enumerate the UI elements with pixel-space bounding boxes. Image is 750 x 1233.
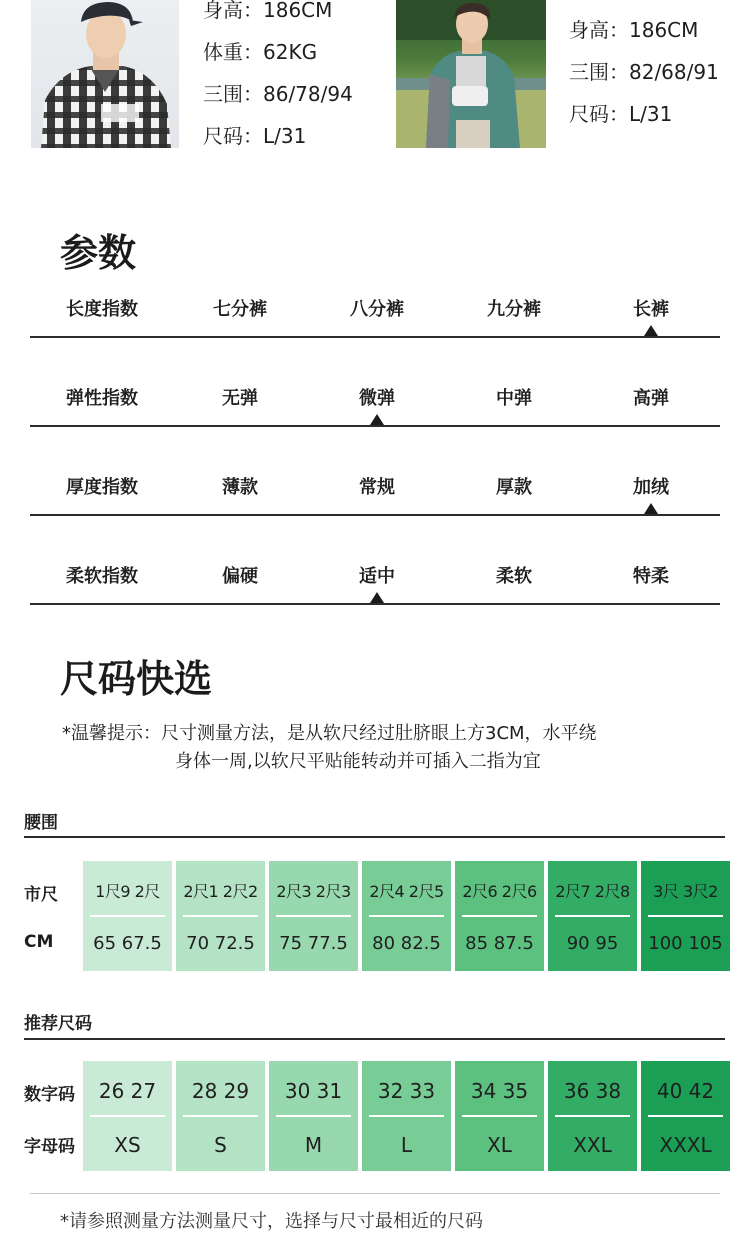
param-row-label: 柔软指数 [66, 566, 138, 587]
size-cell-top: 2尺7 2尺8 [555, 882, 630, 901]
waist-row-label-shichi: 市尺 [24, 885, 58, 905]
size-cell-top: 28 29 [191, 1079, 250, 1103]
param-row-label: 长度指数 [66, 299, 138, 320]
stat-measurements: 三围：82/68/91 [569, 60, 719, 84]
size-cell-bottom: 70 72.5 [186, 933, 255, 954]
selected-marker-icon [644, 503, 658, 514]
size-cell [362, 1061, 451, 1171]
size-cell-divider [648, 1115, 723, 1117]
size-cell-divider [183, 1115, 258, 1117]
param-option: 九分裤 [487, 299, 541, 320]
size-cell-bottom: XXXL [659, 1133, 712, 1157]
size-cell [176, 1061, 265, 1171]
model-photo-2 [396, 0, 546, 148]
param-row [30, 562, 720, 592]
size-cell [641, 861, 730, 971]
size-cell-top: 34 35 [470, 1079, 529, 1103]
size-cell-divider [462, 1115, 537, 1117]
param-option: 无弹 [222, 388, 258, 409]
size-cell-divider [369, 1115, 444, 1117]
size-cell-divider [555, 1115, 630, 1117]
size-cell-top: 30 31 [284, 1079, 343, 1103]
param-row [30, 295, 720, 325]
size-cell-top: 36 38 [563, 1079, 622, 1103]
size-cell-top: 40 42 [656, 1079, 715, 1103]
size-cell-divider [90, 1115, 165, 1117]
size-cell-bottom: XXL [573, 1133, 612, 1157]
tip-line-1: *温馨提示：尺寸测量方法，是从软尺经过肚脐眼上方3CM，水平绕 [62, 723, 597, 744]
size-cell-divider [369, 915, 444, 917]
model-illustration-2 [396, 0, 546, 148]
size-cell [362, 861, 451, 971]
param-option: 厚款 [496, 477, 532, 498]
size-cell [176, 861, 265, 971]
param-option: 长裤 [633, 299, 669, 320]
param-option: 偏硬 [222, 566, 258, 587]
waist-label: 腰围 [24, 813, 58, 833]
size-cell-top: 32 33 [377, 1079, 436, 1103]
size-cell-top: 2尺4 2尺5 [369, 882, 444, 901]
size-cell-bottom: M [304, 1133, 323, 1157]
param-row-rule [30, 425, 720, 427]
waist-divider [24, 836, 725, 838]
stat-height: 身高：186CM [203, 0, 333, 22]
size-cell [548, 1061, 637, 1171]
param-row [30, 384, 720, 414]
param-option: 柔软 [496, 566, 532, 587]
params-title: 参数 [60, 231, 137, 275]
size-cell-bottom: L [400, 1133, 413, 1157]
waist-size-grid [83, 861, 730, 971]
param-row-rule [30, 336, 720, 338]
size-cell-top: 3尺 3尺2 [653, 882, 718, 901]
stat-measurements: 三围：86/78/94 [203, 82, 353, 106]
param-option: 常规 [359, 477, 395, 498]
param-option: 八分裤 [350, 299, 404, 320]
recommend-size-grid [83, 1061, 730, 1171]
param-row [30, 473, 720, 503]
size-cell-divider [648, 915, 723, 917]
model-1-stats [203, 0, 353, 157]
size-cell-divider [555, 915, 630, 917]
param-option: 七分裤 [213, 299, 267, 320]
size-cell-bottom: S [214, 1133, 227, 1157]
param-option: 加绒 [633, 477, 669, 498]
stat-weight: 体重：62KG [203, 40, 318, 64]
size-cell [269, 1061, 358, 1171]
size-cell-divider [462, 915, 537, 917]
size-cell [455, 1061, 544, 1171]
selected-marker-icon [370, 592, 384, 603]
size-cell-bottom: 100 105 [648, 933, 723, 954]
param-row-label: 弹性指数 [66, 388, 138, 409]
size-cell-top: 26 27 [98, 1079, 157, 1103]
recommend-row-label-letter: 字母码 [24, 1137, 75, 1157]
size-cell-divider [276, 1115, 351, 1117]
size-cell-bottom: 65 67.5 [93, 933, 162, 954]
size-cell-top: 2尺3 2尺3 [276, 882, 351, 901]
param-option: 薄款 [222, 477, 258, 498]
size-cell [641, 1061, 730, 1171]
param-option: 特柔 [633, 566, 669, 587]
size-cell-divider [276, 915, 351, 917]
stat-height: 身高：186CM [569, 18, 699, 42]
param-row-rule [30, 514, 720, 516]
measurement-tip [62, 720, 597, 776]
model-photo-1 [31, 0, 179, 148]
size-cell-bottom: 90 95 [566, 933, 619, 954]
param-option: 高弹 [633, 388, 669, 409]
size-cell-bottom: 85 87.5 [465, 933, 534, 954]
model-illustration-1 [31, 0, 179, 148]
recommend-label: 推荐尺码 [24, 1014, 92, 1034]
model-2-stats [569, 9, 719, 135]
size-cell-top: 2尺1 2尺2 [183, 882, 258, 901]
selected-marker-icon [644, 325, 658, 336]
waist-row-label-cm: CM [24, 932, 54, 952]
stat-size: 尺码：L/31 [569, 102, 673, 126]
param-row-rule [30, 603, 720, 605]
param-option: 适中 [359, 566, 395, 587]
size-cell-bottom: 80 82.5 [372, 933, 441, 954]
size-cell-bottom: XL [487, 1133, 512, 1157]
param-row-label: 厚度指数 [66, 477, 138, 498]
size-cell-bottom: XS [114, 1133, 141, 1157]
param-option: 中弹 [496, 388, 532, 409]
recommend-row-label-number: 数字码 [24, 1085, 75, 1105]
size-select-title: 尺码快选 [60, 657, 213, 701]
size-cell-top: 2尺6 2尺6 [462, 882, 537, 901]
size-cell [83, 1061, 172, 1171]
size-cell [455, 861, 544, 971]
size-cell [269, 861, 358, 971]
size-cell-divider [183, 915, 258, 917]
size-cell [83, 861, 172, 971]
tip-line-2: 身体一周,以软尺平贴能转动并可插入二指为宜 [175, 751, 541, 772]
selected-marker-icon [370, 414, 384, 425]
size-cell-top: 1尺9 2尺 [95, 882, 160, 901]
size-cell-divider [90, 915, 165, 917]
size-cell [548, 861, 637, 971]
footnote: *请参照测量方法测量尺寸，选择与尺寸最相近的尺码 [60, 1211, 483, 1232]
recommend-divider [24, 1038, 725, 1040]
size-cell-bottom: 75 77.5 [279, 933, 348, 954]
footer-divider [30, 1193, 720, 1194]
stat-size: 尺码：L/31 [203, 124, 307, 148]
param-option: 微弹 [359, 388, 395, 409]
